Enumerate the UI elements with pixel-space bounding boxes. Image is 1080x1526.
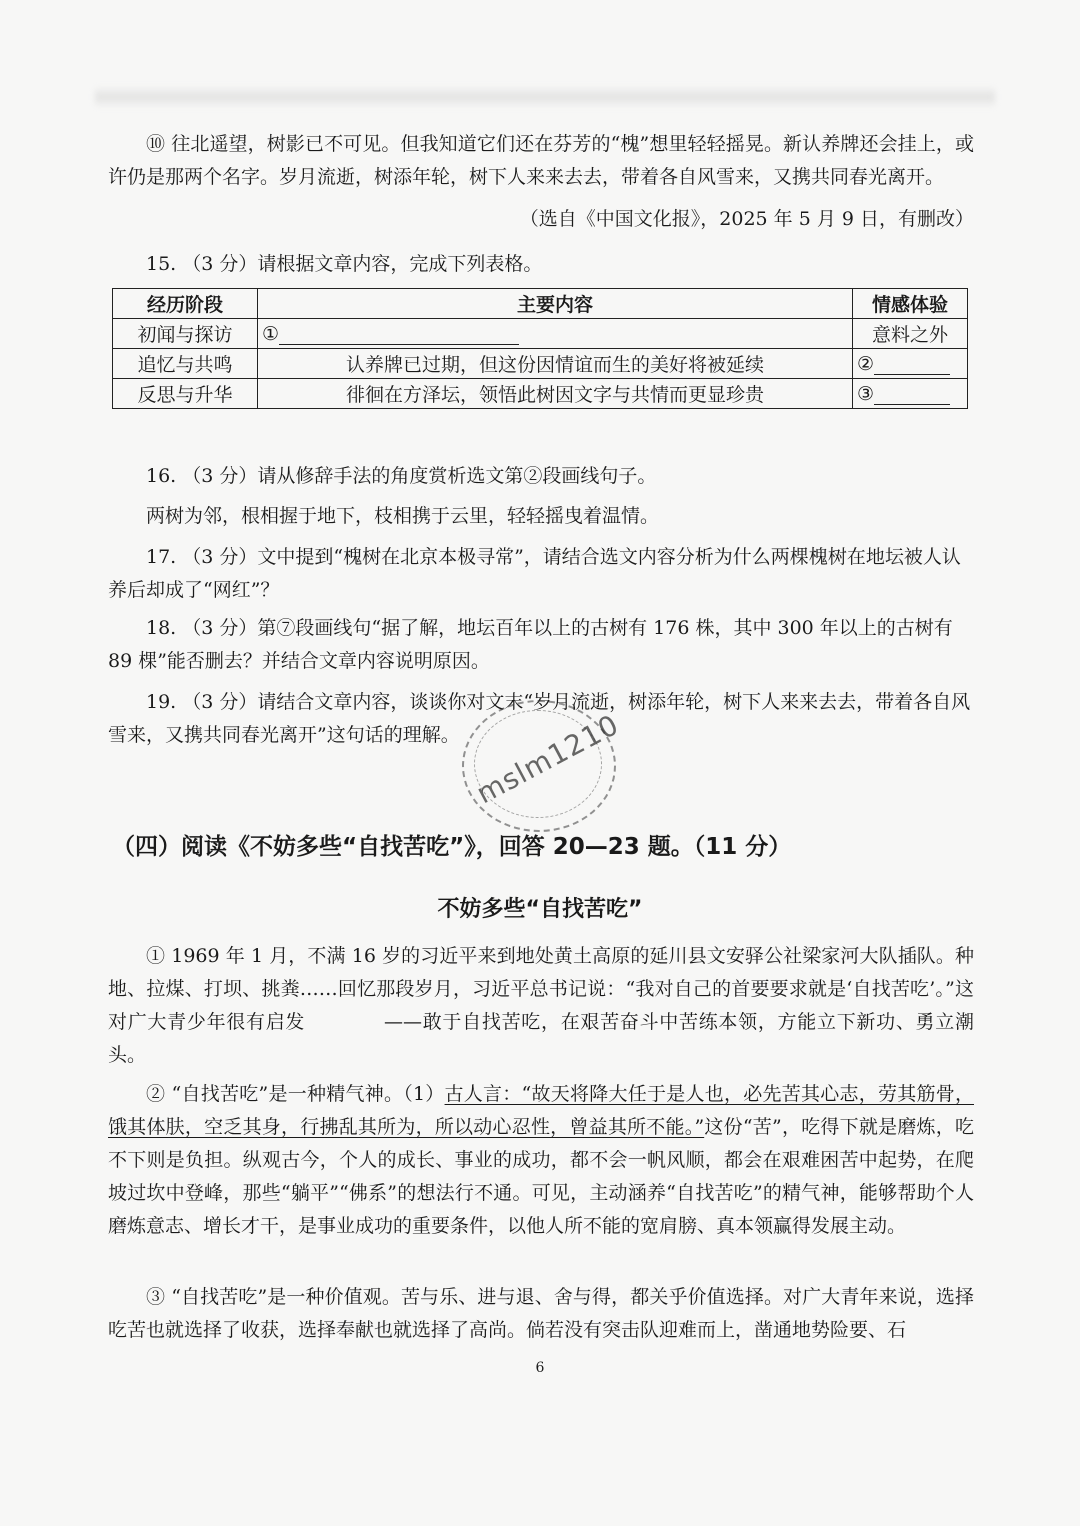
table-row bbox=[113, 319, 968, 349]
paragraph-2-lead: ② “自找苦吃”是一种精气神。（1） bbox=[146, 1083, 445, 1105]
underlined-quote: 古人言：“故天将降大任于是人也，必先苦其心志，劳其筋骨，饿其体肤，空乏其身，行拂乱其所为，所以动心忍性，曾益其所不能。” bbox=[108, 1083, 974, 1138]
cell-content: 徘徊在方泽坛，领悟此树因文字与共情而更显珍贵 bbox=[258, 379, 853, 409]
answer-table bbox=[112, 288, 968, 409]
answer-blank-2[interactable] bbox=[874, 352, 950, 375]
question-16: 16. （3 分）请从修辞手法的角度赏析选文第②段画线句子。 bbox=[146, 465, 657, 487]
header-stage: 经历阶段 bbox=[113, 289, 258, 319]
header-feeling: 情感体验 bbox=[853, 289, 968, 319]
cell-content bbox=[258, 319, 853, 349]
table-row bbox=[113, 379, 968, 409]
table-header-row bbox=[113, 289, 968, 319]
article-paragraph-1: ① 1969 年 1 月，不满 16 岁的习近平来到地处黄土高原的延川县文安驿公社梁家河大队插队。种地、拉煤、打坝、挑粪……回忆那段岁月，习近平总书记说：“我对自己的首要要求就是‘自找苦吃’。”这对广大青少年很有启发 ——敢于自找苦吃，在艰苦奋斗中苦练本领，方能立下新功、勇立潮头。 bbox=[108, 945, 974, 1066]
header-content: 主要内容 bbox=[258, 289, 853, 319]
section-4-heading: （四）阅读《不妨多些“自找苦吃”》，回答 20—23 题。（11 分） bbox=[112, 834, 792, 860]
article-paragraph-2 bbox=[108, 1078, 974, 1243]
answer-blank-3[interactable] bbox=[874, 382, 950, 405]
page-number: 6 bbox=[535, 1360, 545, 1376]
blank-marker: ③ bbox=[857, 383, 875, 405]
cell-stage: 追忆与共鸣 bbox=[113, 349, 258, 379]
question-19: 19. （3 分）请结合文章内容，谈谈你对文末“岁月流逝，树添年轮，树下人来来去去，带着各自风雪来，又携共同春光离开”这句话的理解。 bbox=[108, 691, 971, 746]
cell-stage: 反思与升华 bbox=[113, 379, 258, 409]
source-citation: （选自《中国文化报》，2025 年 5 月 9 日，有删改） bbox=[519, 208, 974, 230]
blank-marker: ② bbox=[857, 353, 875, 375]
article-title: 不妨多些“自找苦吃” bbox=[437, 897, 643, 922]
cell-stage: 初闻与探访 bbox=[113, 319, 258, 349]
cell-content: 认养牌已过期，但这份因情谊而生的美好将被延续 bbox=[258, 349, 853, 379]
paragraph-2-body: 这份“苦”，吃得下就是磨炼，吃不下则是负担。纵观古今，个人的成长、事业的成功，都不会一帆风顺，都会在艰难困苦中起势，在爬坡过坎中登峰，那些“躺平”“佛系”的想法行不通。可见，主动涵养“自找苦吃”的精气神，能够帮助个人磨炼意志、增长才干，是事业成功的重要条件，以他人所不能的宽肩膀、真本领赢得发展主动。 bbox=[108, 1116, 974, 1237]
cell-feeling bbox=[853, 349, 968, 379]
cell-feeling: 意料之外 bbox=[853, 319, 968, 349]
question-16-quote: 两树为邻，根相握于地下，枝相携于云里，轻轻摇曳着温情。 bbox=[146, 505, 660, 527]
blurred-header-strip bbox=[95, 86, 995, 108]
question-17: 17. （3 分）文中提到“槐树在北京本极寻常”，请结合选文内容分析为什么两棵槐树在地坛被人认养后却成了“网红”？ bbox=[108, 546, 961, 601]
article-paragraph-3: ③ “自找苦吃”是一种价值观。苦与乐、进与退、舍与得，都关乎价值选择。对广大青年来说，选择吃苦也就选择了收获，选择奉献也就选择了高尚。倘若没有突击队迎难而上，凿通地势险要、石 bbox=[108, 1286, 974, 1341]
answer-blank-1[interactable] bbox=[279, 322, 519, 345]
blank-marker: ① bbox=[262, 323, 280, 345]
question-15: 15. （3 分）请根据文章内容，完成下列表格。 bbox=[146, 253, 543, 275]
paragraph-10: ⑩ 往北遥望，树影已不可见。但我知道它们还在芬芳的“槐”想里轻轻摇晃。新认养牌还会挂上，或许仍是那两个名字。岁月流逝，树添年轮，树下人来来去去，带着各自风雪来，又携共同春光离开。 bbox=[108, 133, 974, 188]
question-18: 18. （3 分）第⑦段画线句“据了解，地坛百年以上的古树有 176 株，其中 300 年以上的古树有 89 棵”能否删去？并结合文章内容说明原因。 bbox=[108, 617, 953, 672]
watermark-text: mslm1210 bbox=[471, 707, 625, 811]
cell-feeling bbox=[853, 379, 968, 409]
table-row bbox=[113, 349, 968, 379]
